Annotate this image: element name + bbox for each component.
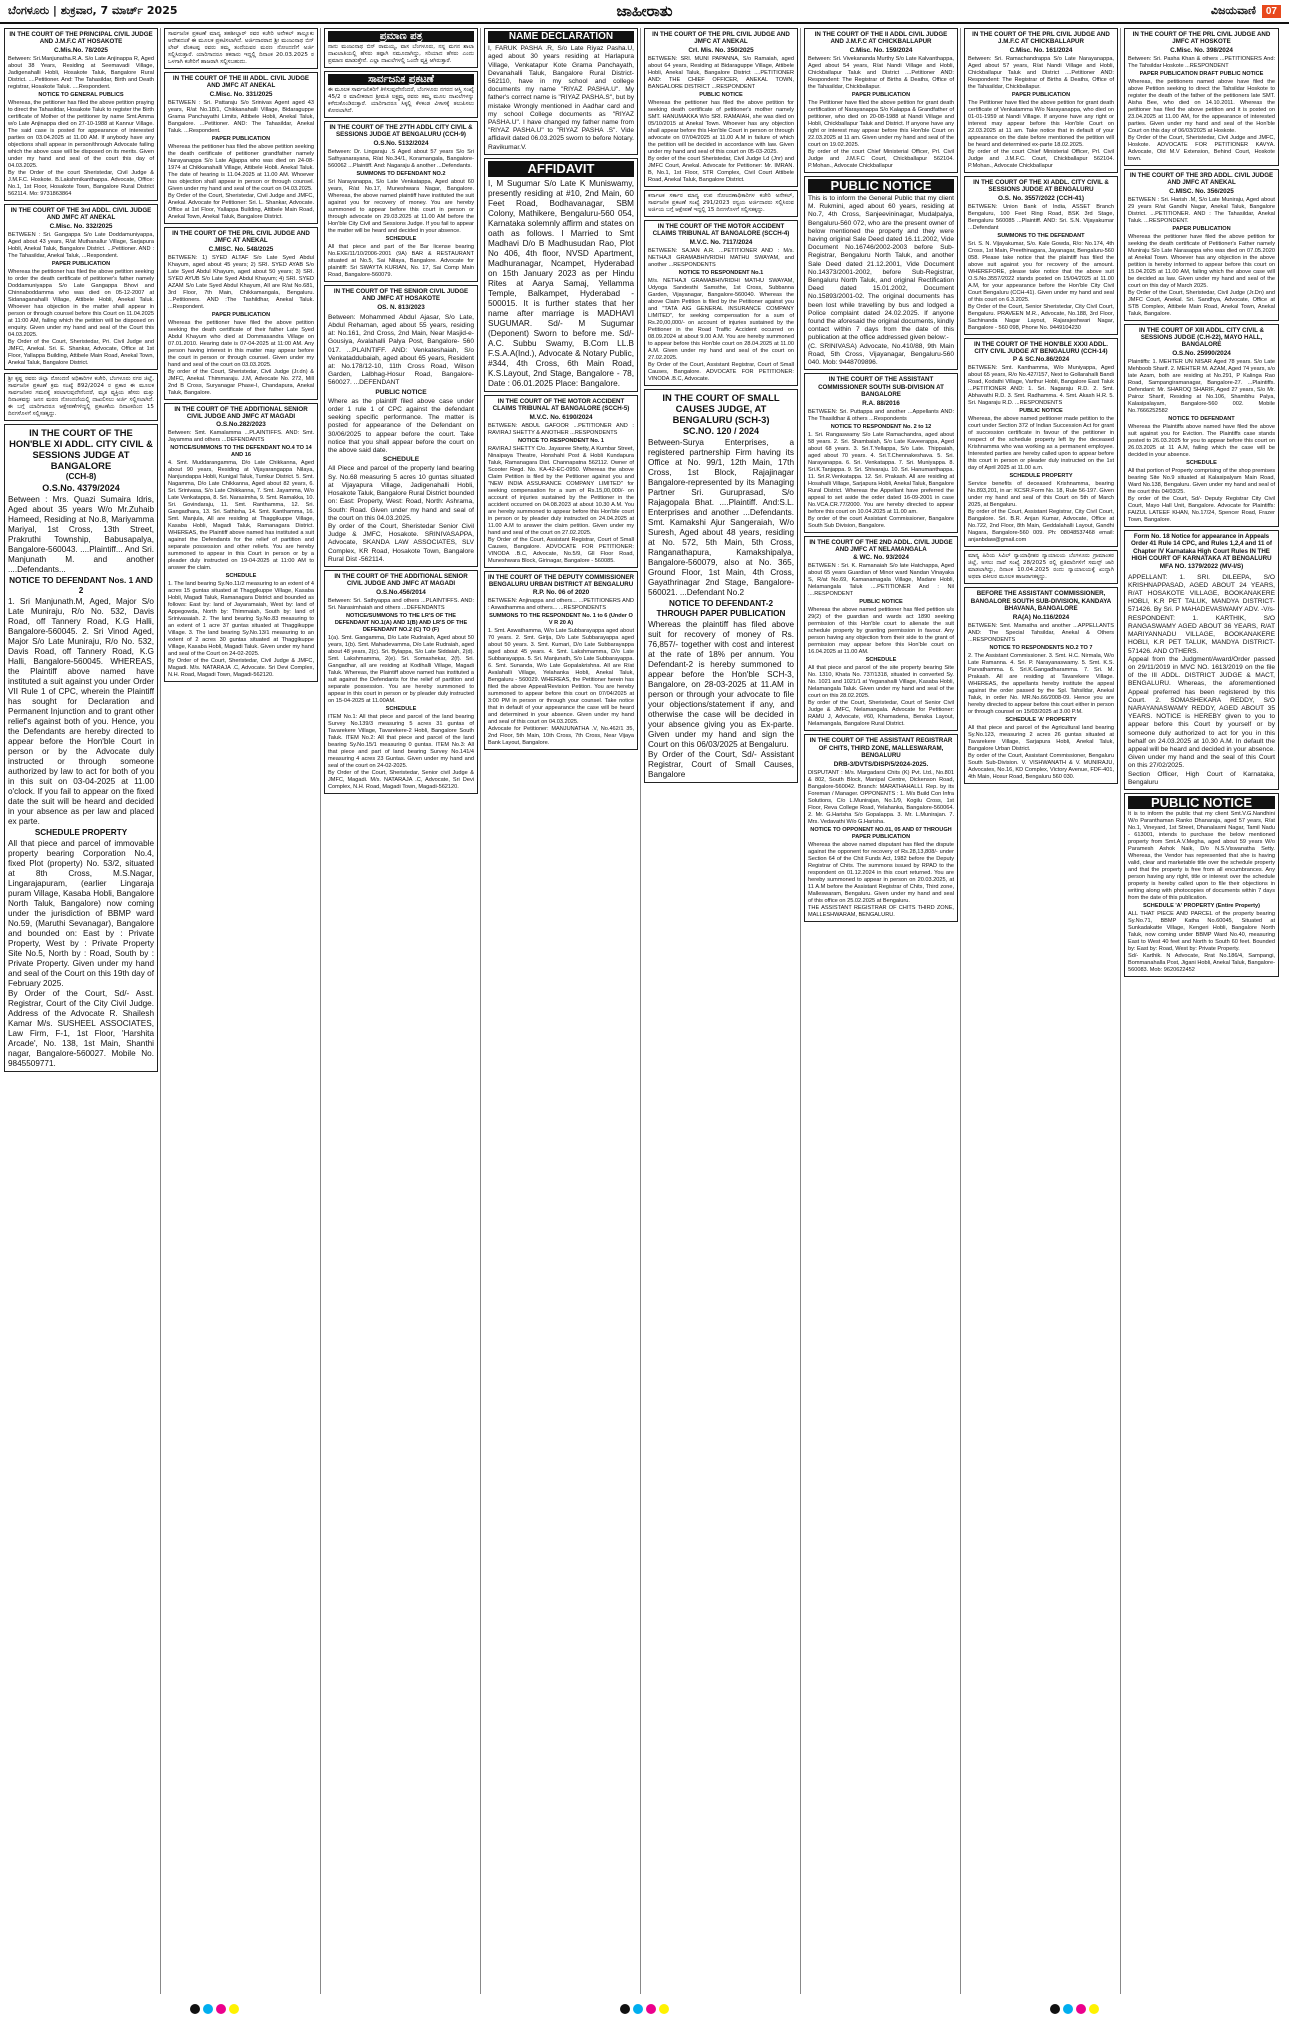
notice-court: IN THE COURT OF THE PRL CIVIL JUDGE AND JMFC AT HOSKOTE xyxy=(1132,31,1271,46)
kannada-title: ಪ್ರಮಾಣ ಪತ್ರ xyxy=(328,31,474,42)
public-notice-signature: (C. SRINIVASA) Advocate, No.410/88, 9th Main Road, 5th Cross, Vijayanagar, Bengaluru-560 040. Mob: 9448709896. xyxy=(808,342,954,367)
kannada-notice-body: ಕರ್ನಾಟಕ ಸರ್ಕಾರ ಮಾನ್ಯ ಉಪ ನೋಂದಣಾಧಿಕಾರಿಗಳ ಕಚೇರಿ ಅನೇಕಲ್, ಸಾರ್ವಜನಿಕ ಪ್ರಕಟಣೆ ಸಂಖ್ಯೆ 291/2023 ರನ್ವಯ ಅರ್ಜಿದಾರರು ಸಲ್ಲಿಸಿರುವ ಅರ್ಜಿಯ ಬಗ್ಗೆ ಆಕ್ಷೇಪಣೆ ಇದ್ದಲ್ಲಿ 15 ದಿನಗಳೊಳಗೆ ಸಲ್ಲಿಸತಕ್ಕದ್ದು. xyxy=(648,192,794,213)
notice-parties: BETWEEN: SRI. MUNI PAPANNA, S/o Ramaiah, aged about 64 years, Residing at Bidaraguppe Village, Attibele Hobli, Anekal Taluk, Bangalore District ....PETITIONER AND: THE CHIEF OFFICER, ANEKAL TOWN, BANGALORE DISTRICT ...RESPONDENT xyxy=(648,55,794,90)
notice-signature: By Order of the Court, Assistant Registrar, Court of Small Causes, Bangalore. ADVOCATE FOR PETITIONER: VINODA .B.C, Advocate, No.5/9, Gll Floor Road, Muneshwara Block, Girinagar, Bangalore - 560085. xyxy=(488,536,634,564)
notice-parties: BETWEEN: Smt. Mamatha and another ...APPELLANTS AND: The Special Tahsildar, Anekal & Others ...RESPONDENTS xyxy=(968,622,1114,643)
legal-notice xyxy=(484,571,638,751)
legal-notice-large xyxy=(644,389,798,783)
notice-heading: NOTICE TO DEFENDANT xyxy=(1168,415,1235,422)
notice-body: Whereas, the above named petitioner made petition to the court under Section 372 of Indian Succession Act for grant of succession certificate in favour of the petitioner in respect of the schedule property left by the deceased Krishnamma who was working as a permanent employee. Interested parties are hereby called upon to appear before this court in person or pleader duly instructed on the 1st day of April 2025 at 11.00 a.m. xyxy=(968,416,1114,472)
notice-signature: By order of the Court, Sd/- Deputy Registrar City Civil Court, Mayo Hall Unit, Bangalore. Advocate for Plaintiffs: FAIZUL LATEEF KHAN, No.17/24, Spencer Road, Frazer Town, Bangalore. xyxy=(1128,495,1275,523)
notice-signature: By Order of the Court, Sheristedar, Civil Judge and JMFC, Anekal. Advocate for Petitioner: Sri. L. Shankar, Advocate. Office at 1st Floor, Yallappa Building, Attibele Main Road, Anekal Town, Anekal Taluk, Bangalore District. xyxy=(168,192,314,220)
notice-signature: By order of the Court, Assistant Registrar, City Civil Court, Bangalore. Sri. B.R. Anjan Kumar, Advocate, Office at No.722, 2nd Floor, 8th Main, Geddalahalli Layout, Gandhi Nagara, Bangalore-560 009. Ph: 08048537468 email: anjanbdaw@gmail.com xyxy=(968,509,1114,544)
case-number: C.Misc. No. 331/2025 xyxy=(209,90,273,98)
schedule-body: ITEM No.1: All that piece and parcel of the land bearing Survey No.139/3 measuring 5 acres 31 guntas of Tavarekere Village, Tavarekere-2 Hobli, Bangalore South Taluk. ITEM No.2: All that piece and parcel of the land bearing Sy.No.15/1 measuring 0 guntas. ITEM No.3: All that piece and part of land bearing Survey No.141/4 measuring 4 acres 23 Guntas. Given under my hand and seal of the court on 24-02-2025. xyxy=(328,713,474,769)
registration-dot xyxy=(659,2004,669,2014)
schedule-body: All Piece and parcel of the property land bearing Sy. No.68 measuring 5 acres 10 guntas situated at Vijayapura Village, Jadigenahalli Hobli, Hosakote Taluk, Bangalore Rural District bounded on: East: Property, West: Road, North: Ashrama, South: Road. Given under my hand and seal of the court on this 04.03.2025. xyxy=(328,465,474,522)
legal-notice xyxy=(644,28,798,187)
notice-body: The Petitioner have filed the above petition for grant death certification of Narayanappa S/o Kalappa & Grandfather of petitioner, who died on 20-08-1988 at Nandi Village and Hobli, Chickballapur Taluk and District. If anyone have any right or interest may appear before this Hon'ble Court on 22.03.2025 at 11 am. Given under my hand and seal of the court on 19.02.2025. xyxy=(808,99,954,148)
name-declaration xyxy=(484,28,638,155)
case-number: M.V.C. No. 6190/2024 xyxy=(529,413,593,421)
notice-heading: PUBLIC NOTICE xyxy=(375,388,427,396)
notice-court: IN THE COURT OF THE 2ND ADDL. CIVIL JUDGE AND JMFC AT NELAMANGALA xyxy=(809,538,953,553)
case-number: C.MISC. No. 356/2025 xyxy=(1169,187,1234,195)
notice-court: IN THE COURT OF THE ASSISTANT REGISTRAR OF CHITS, THIRD ZONE, MALLESWARAM, BENGALURU xyxy=(809,737,953,760)
notice-body: 1. Sri. Rangaswamy S/o Late Ramachandra, aged about 58 years. 2. Sri. Shambaiah, S/o Late Kaveerappa, Aged about 68 years. 3. Sri.T.Yellappa, S/o Late. Thippaiah, aged about 70 years. 4. Sri.T.Chennakeshava. 5. Sri. Narayanappa. 6. Sri. Venkatappa. 7. Sri. Muniyappa. 8. Sri.K.Tanjappa. 9. Sri. Shivaraju. 10. Sri. Hanumanthappa. 11. Sri.R.Venkatappa. 12. Sri. Prakash. All are residing at Hosahalli Village, Sarjapura Hobli, Anekal Taluk, Bangalore Rural District. Whereas the Appellant have preferred the appeal to set aside the order dated 16-09-2001 in case No.VCA.CR.77/2000. You are hereby directed to appear before this court on 10.04.2025 at 11.00 am. xyxy=(808,431,954,515)
legal-notice xyxy=(804,536,958,732)
affidavit-title: AFFIDAVIT xyxy=(488,161,634,177)
schedule-heading: SCHEDULE xyxy=(1186,459,1217,466)
legal-notice xyxy=(324,285,478,567)
registration-dot xyxy=(1076,2004,1086,2014)
kannada-body: ನಾನು ಮಂಜುನಾಥ ಬಿನ್ ರಾಮಯ್ಯ, ವಾಸ ಬೆಂಗಳೂರು, ನನ್ನ ಮಗನ ಶಾಲಾ ದಾಖಲಾತಿಯಲ್ಲಿ ಹೆಸರು ತಪ್ಪಾಗಿ ನಮೂದಾಗಿದ್ದು, ಸರಿಯಾದ ಹೆಸರು ಎಂದು ಪ್ರಮಾಣ ಮಾಡುತ್ತೇನೆ. ಎಲ್ಲಾ ದಾಖಲೆಗಳಲ್ಲಿ ಒಂದೇ ವ್ಯಕ್ತಿ ಆಗಿರುತ್ತಾರೆ. xyxy=(328,44,474,64)
masthead-brand xyxy=(861,4,1281,18)
legal-notice xyxy=(1124,169,1279,321)
schedule-body: All that piece and part of the Bar license bearing No.EXE/11/10/2006-2001 (9A) BAR & RESTAURANT situated at No.5, Sai Nilaya, Bangalore. Advocate for plaintiff: Sri SWAYTA KURIAN, No. 17, Sai Comp Main Road, Bangalore-560079. xyxy=(328,243,474,278)
schedule-heading: SCHEDULE PROPERTY xyxy=(34,827,128,837)
schedule-body: All that piece and parcel of the Agricultural land bearing Sy.No.123, measuring 2 acres 26 guntas situated at Tavarekere Village, Sarjapura Hobli, Anekal Taluk, Bangalore Urban District. xyxy=(968,724,1114,752)
notice-parties: BETWEEN: Anjinappa and others... ...PETITIONERS AND : Aswathamma and others... ...RESPONDENTS xyxy=(488,598,634,612)
column-2 xyxy=(164,28,321,1994)
legal-notice xyxy=(324,121,478,282)
notice-court: IN THE COURT OF THE PRL CIVIL JUDGE AND JMFC AT ANEKAL xyxy=(652,31,790,46)
court-hall: (CCH-8) xyxy=(65,471,97,481)
notice-parties: BETWEEN : Sri. Pattaraju S/o Srinivas Agent aged 43 years, R/at No.18/1, Chikkanahalli Village, Bidaraguppe Grama Panchayathi Limits, Attibele Hobli, Anekal Taluk, Bangalore. ...Petitioner. AND: The Tahasildar, Anekal Taluk. ...Respondent. xyxy=(168,99,314,134)
notice-body: Whereas the plaintiff has filed above suit for recovery of money of Rs. 76,857/- together with cost and interest at the rate of 18% per annum. You Defendant-2 is hereby summoned to appear before the Hon'ble SCH-3, Bangalore, on 28-03-2025 at 11.AM in person or through your advocate to file your objections/statement if any, and otherwise the case will be decided in your absence giving you as Ex-parte. Given under my hand and sign the Court on this 06/03/2025 at Bengaluru. xyxy=(648,619,794,749)
notice-court: IN THE COURT OF THE HON'BLE XI ADDL. CITY CIVIL & SESSIONS JUDGE AT BANGALORE xyxy=(9,426,153,471)
case-number: C.Misc. No. 159/2024 xyxy=(849,46,913,54)
notice-body: Whereas the above named disputant has filed the dispute against the opponent for recovery of Rs.28,13,808/- under Section 64 of the Chit Funds Act, 1982 before the Deputy Registrar of Chits. The summons issued by RPAD to the respondent on 01.12.2024 in this court returned. You are hereby summoned to appear in person on 20.03.2025, at 11 A.M before the Assistant Registrar of Chits, Third zone, Malleswaram, Bengaluru. Given under my hand and seal of this office on 25.02.2025 at Bengaluru. xyxy=(808,841,954,904)
schedule-heading: SCHEDULE xyxy=(385,235,417,242)
notice-signature: By the Order of the court Sheristedar, Civil Judge & J.M.F.C. Hoskote. B.Lakshmikanthappa. Advocate, Office: No.1, 1st Floor, Hosakote Town, Bangalore Rural District 562114. Mo: 9731863864 xyxy=(8,169,154,197)
declaration-title: NAME DECLARATION xyxy=(488,31,634,43)
kannada-notice-body: ಮಾನ್ಯ ಹಿರಿಯ ಸಿವಿಲ್ ನ್ಯಾಯಾಧೀಶರ ನ್ಯಾಯಾಲಯ ಬೆಂಗಳೂರು ಗ್ರಾಮಾಂತರ ಜಿಲ್ಲೆ, ಅಸಲು ದಾವೆ ಸಂಖ್ಯೆ 28/2025 ರಲ್ಲಿ ಪ್ರತಿವಾದಿಗಳಿಗೆ ಸಮನ್ಸ್ ಜಾರಿ ಮಾಡಲಾಗಿದ್ದು, ದಿನಾಂಕ 10.04.2025 ರಂದು ನ್ಯಾಯಾಲಯಕ್ಕೆ ಖುದ್ದಾಗಿ ಅಥವಾ ವಕೀಲರ ಮೂಲಕ ಹಾಜರಾಗತಕ್ಕದ್ದು. xyxy=(968,553,1114,581)
color-registration-right xyxy=(1050,2004,1099,2014)
notice-heading: PUBLIC NOTICE xyxy=(859,599,903,606)
kannada-title: ಸಾರ್ವಜನಿಕ ಪ್ರಕಟಣೆ xyxy=(328,74,474,85)
case-number: O.S.No.282/2023 xyxy=(216,421,266,429)
notice-parties: BETWEEN : Sri. Gangappa S/o Late Doddamuniyappa, Aged about 43 years, R/at Muthanallur Village, Sarjapura Hobli, Anekal Taluk, Bangalore District. ...Petitioner. AND : The Tahasildar, Anekal Taluk, ...Respondent. xyxy=(8,231,154,259)
legal-notice xyxy=(804,28,958,173)
notice-parties: BETWEEN: Smt. Kanthamma, W/o Muniyappa, Aged about 65 years, R/o No.427/157, Next to Gollarahalli Bandi Road, Kodathi Village, Varthur Hobli, Bangalore East Taluk ...PETITIONER AND: 1. Sri. Nagaraju R.D. 2. Smt. Abhavathi R.D. 3. Smt. Radhamma. 4. Smt. Akash H.R. 5. Sri. Nagaraju R.D. ...RESPONDENTS xyxy=(968,365,1114,407)
notice-heading: SUMMONS TO THE DEFENDANT xyxy=(997,232,1085,239)
notice-signature: Section Officer, High Court of Karnataka, Bengaluru xyxy=(1128,770,1275,786)
schedule-heading: SCHEDULE PROPERTY xyxy=(1009,473,1073,480)
registration-dot xyxy=(203,2004,213,2014)
notice-court: IN THE COURT OF THE MOTOR ACCIDENT CLAIMS TRIBUNAL AT BANGALORE (SCCH-5) xyxy=(492,397,630,413)
registration-dot xyxy=(1063,2004,1073,2014)
case-number: DRB-3/DVTS/DISP/5/2024-2025. xyxy=(833,760,929,768)
notice-parties: Between: Smt. Kamalamma ...PLAINTIFFS. AND: Smt. Jayamma and others ...DEFENDANTS xyxy=(168,430,314,444)
legal-notice xyxy=(164,403,318,683)
notice-parties: Between : Mrs. Quazi Sumaira Idris, Aged about 35 years W/o Mr.Zuhaib Hameed, Residing at No.8, Mariyamma Mariyal, 1st Cross, 13th Street, Prakruthi Township, Babusapalya, Bangalore-560043. ....Plaintiff... And Sri. Manjunath M. and another ....Defendants... xyxy=(8,494,154,574)
case-number: C.Misc. No. 161/2024 xyxy=(1009,46,1073,54)
notice-heading: SUMMONS TO DEFENDANT NO.2 xyxy=(356,170,446,177)
registration-dot xyxy=(633,2004,643,2014)
notice-signature: By order of the court Sheristedar, Civil Judge Ld (Jnr) and JMFC Court, Anekal. Advocate for Petitioner: Mr. IMRAN. B, No.1, 1st Floor, STR Complex, Civil Court Attibele Road, Anekal Taluk, Bangalore District. xyxy=(648,155,794,183)
notice-parties: BETWEEN: Sri. Puttappa and another ...Appellants AND: The Thasildhar & others ...Respondents xyxy=(808,408,954,422)
masthead-paper-name: ವಿಜಯವಾಣಿ xyxy=(1210,4,1256,17)
color-registration-left xyxy=(190,2004,239,2014)
schedule-body: ALL THAT PIECE AND PARCEL of the property bearing Sy.No.71, BBMP Katha No.60045, Situated at Sunkadakatte Village, Kengeri Hobli, Bangalore North Taluk, now coming under BBMP Ward No.40, measuring East to West 40 feet and North to South 60 feet. Bounded by: East by: Road, West by: Private Property. xyxy=(1128,910,1275,952)
column-3 xyxy=(324,28,481,1994)
notice-body: Whereas the petitioner have filed the above petition seeking the death certificate of their father Late Syed Abdul Khayum who died at Dommasandra Village on 07.01.2010. Hearing date is 07-04-2025 at 11:00 AM. Any person having interest in this matter may appear before the court in person or through counsel. Given under my hand and seal of the court on 03.03.2025. xyxy=(168,319,314,368)
case-number: O.S. No. 3557/2022 (CCH-41) xyxy=(998,194,1084,202)
case-number: O.S.No. 4379/2024 xyxy=(42,482,120,493)
schedule-heading: SCHEDULE xyxy=(382,456,420,464)
notice-body: Whereas the petitioner has filed the above petition seeking to order the death certificate of petitioner's father namely Doddamuniyappa S/o Late Gangappa Bhovi and Chinnaboddamma who was died on 05-12-2007 at Sidanaganahalli Village, Attibele Hobli, Anekal Taluk. Whoever has objection in the matter shall appear in person or through counsel before this Court on 11.04.2025 at 11:00 AM, failing which the petition will be disposed on enquiry. Given under my hand and seal of the Court this 04.03.2025. xyxy=(8,268,154,338)
declaration-body: I, FARUK PASHA .R, S/o Late Riyaz Pasha.U, aged about 30 years residing at Harlapura Village, Venkatapur Kote Grama Panchayath, Devanahalli Taluk, Bangalore Rural District-562110, have in my school and college documents my name "RIYAZ PASHA.U". My father's correct name is "RIYAZ PASHA.S", but by mistake Wrongly mentioned in Aadhar card and my school College documents as "RIYAZ PASHA.U". I have changed my father name from "RIYAZ PASHA.U" to "RIYAZ PASHA .S". Vide affidavit dated 06.03.2025 sworn to before Notary. Ravikumar.V. xyxy=(488,45,634,151)
notice-signature: By Order of the Court, Sd/- Asst. Registrar, Court of the City Civil Judge. Address of the Advocate R. Shailesh Kamar M/s. SUSHEEL ASSOCIATES, Law Firm, F-1, 1st Floor, 'Harshita Arcade', No. 138, 1st Main, Shanthi nagar, Bangalore-560027. Mobile No. 9845509771. xyxy=(8,988,154,1068)
notice-parties: Between: Mohammed Abdul Ajasar, S/o Late, Abdul Rehaman, aged about 55 years, residing at: No.161, 2nd Cross, 2nd Main, Near Masjid-e-Gousiya, Avalahalli Palya Post, Bangalore- 560 017. ...PLAINTIFF. AND: Venkateshaiah, S/o Venkataddubaiah, aged about 65 years, Resident at: No.178/12-10, 11th Cross Road, Wilson Garden, Lalbhag-Hosur Road, Bangalore- 560027. ...DEFENDANT xyxy=(328,313,474,387)
masthead xyxy=(0,0,1289,24)
kannada-body: ಈ ಮೂಲಕ ಸಾರ್ವಜನಿಕರಿಗೆ ತಿಳಿಸುವುದೇನೆಂದರೆ, ಬೆಂಗಳೂರು ನಗರದ ಆಸ್ತಿ ಸಂಖ್ಯೆ 45/2 ರ ಮಾಲೀಕರಾದ ಶ್ರೀಮತಿ ಲಕ್ಷ್ಮಮ್ಮ ರವರು ತಮ್ಮ ಮೂಲ ದಾಖಲೆಗಳನ್ನು ಕಳೆದುಕೊಂಡಿರುತ್ತಾರೆ. ಯಾರಿಗಾದರೂ ಸಿಕ್ಕಲ್ಲಿ ಕೆಳಕಂಡ ವಿಳಾಸಕ್ಕೆ ತಲುಪಿಸಲು ಕೋರಲಾಗಿದೆ. xyxy=(328,87,474,114)
classifieds-columns xyxy=(4,28,1285,1994)
notice-body: Sri. S. N. Vijayakumar, S/o. Kale Gowda, R/o: No.174, 4th Cross, 1st Main, Preethinagara, Jayanagar, Bengaluru-560 058. Please take notice that the plaintiff has filed the above suit against you for recovery of the amount. WHEREFORE, please take notice that the above suit O.S.No.3557/2022 stands posted on 15/04/2025 at 11.00 A.M, for your appearance before the Hon'ble City Civil Court Bengaluru (CCH-41). Given under my hand and seal of this court on 6.3.2025. xyxy=(968,240,1114,303)
high-court-notice xyxy=(1124,530,1279,790)
case-number: P & SC.No.86/2024 xyxy=(1012,356,1070,364)
notice-heading: NOTICE TO RESPONDENT No.1 xyxy=(678,269,764,276)
notice-heading: NOTICE TO DEFENDANT-2 THROUGH PAPER PUBLICATION xyxy=(656,598,786,618)
notice-signature: By order of the Court, Sheristedar, Civil Judge (Jr.dn) & JMFC, Anekal. Thimmaraju. J.M, Advocate No. 272, Mill 2nd B Cross, Suryanagar Phase-I, Chandapura, Anekal Taluk, Bangalore. xyxy=(168,368,314,396)
notice-signature: By Order of the Court, Senior Sheristedar, City Civil Court, Bengaluru. PRAVEEN M.R., Advocate, No.188, 3rd Floor, Sachinanda Nagar Layout, Rajarajeshwari Nagar, Bangalore - 560 098, Phone No. 9449104230 xyxy=(968,303,1114,331)
legal-notice xyxy=(484,395,638,568)
notice-signature: By Order of the Court, Sheristedar, Senior civil Judge & JMFC, Magadi. M/s. NATARAJA .C, Advocate, Sri Devi Complex, N.H. Road, Magadi Town, Magadi-562120. xyxy=(328,769,474,790)
notice-parties: Between: Dr. Lingaraju .S Aged about 57 years S/o Sri Sathyanarayana, R/at No.34/1, Koramangala, Bangalore-560062 ...Plaintiff. And: Nagaraju & another ...Defendants. xyxy=(328,148,474,169)
notice-court: IN THE COURT OF THE SENIOR CIVIL JUDGE AND JMFC AT HOSAKOTE xyxy=(333,287,469,303)
notice-parties: Between-Surya Enterprises, a registered partnership Firm having its Office at No. 99/1, 12th Main, 17th Cross, 1st Block, Rajajinagar Bangalore-represented by its Managing Partner Sri. Guruprasad, S/o Rajagopala Bhat. ....Plaintiff. And:S.L. Enterprises and another ...Defendants. Smt. Kamakshi Ajur Sangeraiah, W/o Suresh, Aged about 48 years, residing at No. 572, 5th Main, 5th Cross, Ranganathapura, Kamakshipalya, Bangalore-560079, also at No. 365, Ground Floor, 1st Main, 4th Cross, Gayathrinagar 2nd Stage, Bangalore-560021. ...Defendant No.2 xyxy=(648,437,794,597)
notice-signature: By order of the court Chief Ministerial Officer, Prl. Civil Judge and J.M.F.C Court, Chickballapur 562104. P.Mohan., Advocate Chickballapur xyxy=(808,148,954,169)
notice-body: 2. The Assistant Commissioner. 3. Smt. H.C. Nirmala, W/o Late Ramanna. 4. Sri. P. Narayanaswamy. 5. Smt. K.S. Parvathamma. 6. Sri.K.Gangadharamma. 7. Sri. M. Prakash. All are residing at Tavarekere Village. WHEREAS, the appellants hereby institute the appeal against the order passed by the Spl. Tahsildar, Anekal Taluk, in order No. MR.No.66/2008-09. Hence you are hereby directed to appear before this court either in person or through counsel on 15/03/2025 at 3.00 P.M. xyxy=(968,652,1114,715)
legal-notice xyxy=(804,373,958,532)
notice-court: IN THE COURT OF XIII ADDL. CITY CIVIL & SESSIONS JUDGE (C.H-22), MAYO HALL, BANGALORE xyxy=(1138,326,1264,349)
notice-court: IN THE COURT OF THE PRINCIPAL CIVIL JUDGE AND J.M.F.C AT HOSAKOTE xyxy=(9,31,153,46)
notice-body: Where as the plaintiff filed above case under order 1 rule 1 of CPC against the defendant seeking specific performance. The matter is posted for appearance of the Defendant on 30/06/2025 to appear before the court. Take notice that you shall appear before the court on the above said date. xyxy=(328,397,474,455)
notice-parties: Between: Sri. Sathyappa and others ...PLAINTIFFS. AND: Sri. Narasimhaiah and others ...DEFENDANTS xyxy=(328,597,474,611)
notice-heading: NOTICE TO GENERAL PUBLICS xyxy=(38,91,124,98)
notice-parties: Between: Sri. Pasha Khan & others ...PETITIONERS And: The Tahsildar Hoskote ...RESPONDENT xyxy=(1128,55,1275,69)
notice-court: IN THE COURT OF THE II ADDL CIVIL JUDGE AND J.M.F.C AT CHICKBALLAPUR xyxy=(814,31,948,46)
schedule-heading: SCHEDULE xyxy=(225,573,257,580)
legal-notice xyxy=(324,570,478,794)
column-1 xyxy=(4,28,161,1994)
notice-court: BEFORE THE ASSISTANT COMMISSIONER, BANGALORE SOUTH SUB-DIVISION, KANDAYA BHAVANA, BANGALORE xyxy=(970,590,1112,613)
schedule-body: All that portion of Property comprising of the shop premises bearing Site No.9 situated at Kalasipalyam Main Road, Ward No.138, Bengaluru. Given under my hand and seal of the court this 04/03/25. xyxy=(1128,467,1275,495)
notice-court: IN THE COURT OF SMALL CAUSES JUDGE, AT BENGALURU (SCH-3) xyxy=(662,391,780,425)
case-number: & WC. No. 93/2024 xyxy=(853,554,909,562)
page-number-badge: 07 xyxy=(1262,5,1281,18)
case-number: O.S.No. 25990/2024 xyxy=(1172,349,1231,357)
column-4 xyxy=(484,28,641,1994)
legal-notice-large xyxy=(4,424,158,1072)
notice-parties: BETWEEN : Sri. Harish .M, S/o Late Muniraju, Aged about 29 years R/at Gandhi Nagar, Anekal Taluk, Bangalore District. ...PETITIONER. AND : The Tahasildar, Anekal Taluk. ...RESPONDENT. xyxy=(1128,196,1275,224)
notice-body: 1. Sri Manjunath.M, Aged, Major S/o Late Muniraju, R/o No. 532, Davis Road, off Tannery Road, K.G Halli, Bangalore-560045. 2. Sri Vinod Aged, Major S/o Late Muniraju, R/o No. 532, Davis Road, off Tannery Road, K.G Halli, Bangalore-560045. WHEREAS, the Plaintiff above named have instituted a suit against you under Order VII Rule 1 of CPC, wherein the Plaintiff has sought for Declaration and Permanent Injunction and to grant other relief's against both of you. Hence, you the Defendants are hereby directed to appear before the Hon'ble Court in person or by the Advocate duly instructed or through someone authorized by law to act for both of you in this suit on 03-04-2025 at 11.00 o'clock. If you fail to appear on the fixed date the suit will be heard and decided in your absence as per law and placed ex parte. xyxy=(8,596,154,826)
notice-court: IN THE COURT OF THE 3RD ADDL. CIVIL JUDGE AND JMFC AT ANEKAL xyxy=(1129,171,1274,187)
notice-heading: NOTICE TO RESPONDENT No. 1 xyxy=(518,437,604,444)
legal-notice xyxy=(644,220,798,386)
registration-dot xyxy=(229,2004,239,2014)
registration-dot xyxy=(190,2004,200,2014)
schedule-heading: SCHEDULE xyxy=(385,705,417,712)
notice-heading: PAPER PUBLICATION xyxy=(211,135,271,142)
notice-signature: By order of the Court, Assistant Commissioner, Bengaluru South Sub-Division. V. VISHWANATH & V. MUNIRAJU, Advocates, No.16, KD Complex, Victory Avenue, FDF-401, 4th Main, Hosur Road, Bengaluru 560 030. xyxy=(968,752,1114,780)
kannada-notice xyxy=(164,28,318,69)
legal-notice xyxy=(964,587,1118,783)
notice-body: Whereas, the petitioner has filed the above petition praying to direct the Tahasildar, Hosakote Taluk to register the Birth certificate of Mother of the petitioner by name Smt.Amma w/o Late Anjinappa died on 27-10-1988 at Kannur Village. The said case is posted for appearance of interested parties on 03.04.2025 at 11.00 AM. If anybody have any objections shall appear in person/through Advocate failing which the above case will be disposed on its merits. Given under my hand and seal of the court this day of 04.03.2025. xyxy=(8,99,154,169)
color-registration-center xyxy=(620,2004,669,2014)
public-notice-body: It is to inform the public that my client Smt.V.G.Nandhini W/o Paranthaman Ranko Dhanaraja, aged 57 years, R/at No.1, Vineyard, 1st Street, Dhanalaxmi Nagar, Tamil Nadu - 613001, intends to purchase the below mentioned property from Smt.A.V.Megha, aged about 59 years W/o Paramesh Ashok Naik, D/o N.S.Viswanatha Setty. Whereas, the Vendor has represented that she is having valid, clear and marketable title over the schedule property and that the property is free from all encumbrances. Any person having any right, title or interest over the schedule property is hereby called upon to file their objections in writing along with photocopies of documents within 7 days from the date of this publication. xyxy=(1128,810,1275,901)
kannada-notice xyxy=(644,190,798,217)
notice-body: Whereas the above named petitioner has filed petition u/s 29(2) of the guardian and wards act 1890 seeking permission of this Hon'ble court to alienate the suit schedule property by granting permission in favour. Any person having any objection from their side to the grant of permission may appear before this Hon'ble court on 16.04.2025 at 11.00 AM. xyxy=(808,607,954,656)
kannada-public-notice xyxy=(324,71,478,118)
case-number: C.MISC. No. 548/2025 xyxy=(208,245,274,253)
case-number: Crl. Mis. No. 350/2025 xyxy=(688,46,754,54)
legal-notice xyxy=(964,176,1118,335)
schedule-body: All that piece and parcel of the site property bearing Site No. 1310, Khata No. 737/1318, situated in converted Sy. No. 1021 and 1021/1 at Yeganahalli Village, Kasaba Hobli, Nelamangala Taluk. Given under my hand and seal of the court on this 28.02.2025. xyxy=(808,665,954,700)
notice-court: IN THE COURT OF THE 27TH ADDL CITY CIVIL & SESSIONS JUDGE AT BENGALURU (CCH-9) xyxy=(329,124,473,139)
notice-heading: PAPER PUBLICATION DRAFT PUBLIC NOTICE xyxy=(1139,70,1264,77)
notice-heading: PUBLIC NOTICE xyxy=(1019,408,1063,415)
notice-signature: Advocate for Petitioner: MANJUNATHA .V, No.462/1 35, 2nd Floor, 5th Main, 10th Cross, 7th Cross, Near Vijaya Bank Layout, Bangalore. xyxy=(488,726,634,747)
notice-court: IN THE COURT OF THE III ADDL. CIVIL JUDGE AND JMFC AT ANEKAL xyxy=(172,75,310,90)
schedule-body: 1. The land bearing Sy.No.11/2 measuring to an extent of 4 acres 15 guntas situated at Thaggikuppe Village, Kasaba Hobli, Magadi Taluk, Ramanagara District and bounded as follows: East by: land of Jayaramaiah, West by: land of Appegowda, North by: Thimmaiah, South by: land of Srinivasaiah. 2. The land bearing Sy.No.83 measuring to an extent of 1 acre 37 guntas situated at Thaggikuppe Village. 3. The land bearing Sy.No.13/1 measuring to an extent of 2 acres 30 guntas situated at Thaggikuppe Village, Kasaba Hobli, Magadi Taluk. Given under my hand and seal of the Court on 24-02-2025. xyxy=(168,581,314,658)
case-number: C.Mis.No. 78/2025 xyxy=(54,46,108,54)
notice-court: IN THE COURT OF THE 3rd ADDL. CIVIL JUDGE AND JMFC AT ANEKAL xyxy=(10,206,152,222)
notice-parties: BETWEEN: Union Bank of India, ASSET Branch Bengaluru, 100 Feet Ring Road, BSK 3rd Stage, Bengaluru 560085 ...Plaintiff. AND: Sri. S.N. Vijayakumar ...Defendant xyxy=(968,203,1114,231)
case-number: M.V.C. No. 7117/2024 xyxy=(689,238,753,246)
notice-body: 1. Smt. Aswathamma, W/o Late Subbarayappa aged about 70 years. 2. Smt. Girija, D/o Late Subbarayappa aged about 50 years. 3. Smt. Kumari, D/o Late Subbarayappa aged about 45 years. 4. Smt. Lakshmamma, D/o Late Subbarayappa. 5. Sri. Manjunath, S/o Late Subbarayappa. 6. Smt. Sunanda, W/o Late Gopalakrishna. All are R/at Avalahalli Village, Yelahanka Hobli, Anekal Taluk, Bengaluru - 560029. WHEREAS, the Petitioner herein has filed the above Appeal/Revision Petition. You are hereby summoned to appear before this court on 07/04/2025 at 3:00 PM in person or through your counsel. Take notice that in default of your appearance the case will be heard and determined in your absence. Given under my hand and seal of this court on 04.03.2025. xyxy=(488,628,634,726)
notice-body: Appeal from the Judgment/Award/Order passed on 29/11/2019 in MVC NO. 1613/2019 on the file of the III ADDL. DISTRICT JUDGE & MACT, BENGALURU. Whereas, the aforementioned Appeal preferred has been registered by this Court. 2. SOMASHEKARA REDDY, S/O NARAYANASWAMY REDDY, AGED ABOUT 35 YEARS. NOTICE is HEREBY given to you to appear before this Court by yourself or by someone duly authorized to act for you in this behalf on 24.03.2025 at 10.30 A.M. In default the appeal will be heard and decided in your absence. Given under my hand and the seal of this Court on this 27/02/2025. xyxy=(1128,655,1275,770)
notice-heading: NOTICE/SUMMONS TO THE LR'S OF THE DEFENDANT NO.1(A) AND 1(B) AND LR'S OF THE DEFENDANT NO.2 (C) TO (F) xyxy=(334,612,468,633)
notice-heading: PAPER PUBLICATION xyxy=(211,311,271,318)
notice-court: IN THE COURT OF THE HON'BLE XXXI ADDL. CITY CIVIL JUDGE AT BENGALURU (CCH-14) xyxy=(974,340,1108,356)
schedule-heading: SCHEDULE 'A' PROPERTY xyxy=(1005,716,1077,723)
notice-parties: Between: Sri. Vivekananda Murthy S/o Late Kalvanthappa, Aged about 54 years, R/at Nandi Village and Hobli, Chickballapur Taluk and District ....Petitioner AND: Respondent: The Registrar of Births & Deaths, Office of the Tahasildar, Chickballapur. xyxy=(808,55,954,90)
legal-notice xyxy=(964,28,1118,173)
public-notice xyxy=(1124,793,1279,977)
notice-body: Whereas the petitioner have filed the above petition for seeking the death certificate of Petitioner's Father namely Muniraju S/o Late Narasappa who was died on 07.05.2020 at Anekal Town. Whoever has any objection in the above petition is hereby informed to appear before this court on 15.04.2025 at 11.00 AM, failing which the above case will be decided as law. Given under my hand and seal of the court on this day of March 2025. xyxy=(1128,233,1275,289)
notice-court: IN THE COURT OF THE PRL CIVIL JUDGE AND JMFC AT ANEKAL xyxy=(172,229,310,245)
notice-body: 4. Smt. Muddarangamma, D/o Late Chikkanna, Aged about 90 years, Residing at Vijayarangappa Nilaya, Nanjundappa Hobli, Kunigal Taluk, Tumkur District. 5. Smt. Nagamma, D/o Late Chikkanna, Aged about 82 years, 6. Sri. Srinivasa, S/o Late Chikkanna, 7. Smt. Jayamma, W/o Late Venkatappa, 8. Sri. Narasimha, 9. Smt. Ramakka, 10. Sri. Govindaraju, 11. Smt. Ranthamma, 12. Sri. Gangadhara, 13. Sri. Sathisha, 14. Smt. Kanthamma, 16. Smt. Manjula, All are residing at Thaggikuppe Village, Kasaba Hobli, Magadi Taluk, Ramanagara District. WHEREAS, the Plaintiff above named has instituted a suit against the Defendants for the relief of partition and separate possession and other reliefs. You are hereby summoned to appear in this Court in person or by a pleader duly instructed on 19-04-2025 at 11:00 AM to answer the claim. xyxy=(168,460,314,572)
case-number: O.S.No. 5132/2024 xyxy=(373,139,429,147)
notice-court: IN THE COURT OF THE XI ADDL. CITY CIVIL & SESSIONS JUDGE AT BENGALURU xyxy=(973,178,1109,194)
kannada-notice-body: ಸಾರ್ವಜನಿಕ ಪ್ರಕಟಣೆ ಮಾನ್ಯ ತಹಶೀಲ್ದಾರ್ ರವರ ಕಚೇರಿ ಅನೇಕಲ್ ತಾಲ್ಲೂಕು ಆದೇಶದಂತೆ ಈ ಮೂಲಕ ಪ್ರಕಟಿಸಲಾಗಿದೆ. ಅರ್ಜಿದಾರರಾದ ಶ್ರೀ ಮಂಜುನಾಥ ಬಿನ್ ಲೇಟ್ ವೆಂಕಟಪ್ಪ ರವರು ತಮ್ಮ ತಂದೆಯವರ ಮರಣ ನೋಂದಣಿಗೆ ಅರ್ಜಿ ಸಲ್ಲಿಸಿರುತ್ತಾರೆ. ಯಾರಿಗಾದರೂ ತಕರಾರು ಇದ್ದಲ್ಲಿ ದಿನಾಂಕ 20.03.2025 ರ ಒಳಗಾಗಿ ಕಚೇರಿಗೆ ಹಾಜರಾಗಿ ಸಲ್ಲಿಸಬಹುದು. xyxy=(168,31,314,65)
notice-signature: By Order of the Court, Sheristedar, Pri. Civil Judge and JMFC, Anekal. Sri. E. Shankar, Advocate, Office at 1st Floor, Yallappa Building, Attibele Main Road, Anekal Town, Anekal Taluk, Bangalore District. xyxy=(8,338,154,366)
notice-court: IN THE COURT OF THE PRL CIVIL JUDGE AND J.M.F.C AT CHICKBALLAPUR xyxy=(972,31,1110,46)
schedule-heading: SCHEDULE xyxy=(865,657,897,664)
masthead-date: ಬೆಂಗಳೂರು | ಶುಕ್ರವಾರ, 7 ಮಾರ್ಚ್ 2025 xyxy=(8,4,178,17)
case-number: C.Misc. No. 332/2025 xyxy=(49,222,113,230)
notice-heading: NOTICE/SUMMONS TO THE DEFENDANT NO.4 TO 14 AND 16 xyxy=(170,445,312,459)
case-number: O.S.No.456/2014 xyxy=(376,588,426,596)
notice-parties: Between: Sri. Ramachandrappa S/o Late Narayanappa, Aged about 57 years, R/at Nandi Village and Hobli, Chickballapur Taluk and District ....Petitioner AND: Respondent: The Registrar of Births & Deaths, Office of the Tahasildar, Chickballapur. xyxy=(968,55,1114,90)
schedule-body: All that piece and parcel of immovable property bearing Corporation No.4, fixed Plot (property) No. 53/2, situated at 8th Cross, M.S.Nagar, Lingarajapuram, (earlier Lingaraja puram Village, Kasaba Hobli, Bangalore North Taluk, Bangalore) now coming under the jurisdiction of BBMP ward No.59, (Maruthi Sevanagar), Bangalore and bounded on: East by : Private Property, West by : Private Property Site No.5, North by : Road, South by : Private Property. Given under my hand and seal of the Court on this 19th day of February 2025. xyxy=(8,838,154,988)
notice-body: Whereas the petitioner has filed the above petition for seeking death certificate of petitioner's mother namely SMT. HANUMAKKA W/o SRI. RAMAIAH, she was died on 05/10/2015 at Anekal Town. Whoever has any objection shall appear before this Hon'ble Court in person or through advocate on 07/04/2025 at 11.00 A.M in failure of which the petition will be decided in accordance with law. Given under my hand and seal of this court on 05-03-2025. xyxy=(648,99,794,155)
notice-signature: By Order of the Court, Sd/- Assistant Registrar, Court of Small Causes, Bangalore xyxy=(648,749,794,779)
notice-heading: PAPER PUBLICATION xyxy=(1011,91,1071,98)
legal-notice xyxy=(4,204,158,370)
notice-heading: NOTICE TO DEFENDANT Nos. 1 AND 2 xyxy=(9,575,153,595)
legal-notice xyxy=(164,72,318,224)
kannada-notice xyxy=(4,373,158,421)
notice-signature: By order of the Court, Sheristedar, Court of Senior Civil Judge & JMFC, Nelamangala. Advocate for Petitioner: RAMU J, Advocate, #60, Khamadena, Benaka Layout, Nelamangala, Bangalore Rural District. xyxy=(808,700,954,728)
registration-marks xyxy=(0,1998,1289,2019)
notice-parties: BETWEEN: SAJAN A.R. ...PETITIONER AND : M/s. NETHAJI GRAMABHIVRIDHI MATHU SWAYAM, and another ...RESPONDENTS xyxy=(648,247,794,268)
notice-heading: PAPER PUBLICATION xyxy=(1172,225,1231,232)
notice-court: IN THE COURT OF THE MOTOR ACCIDENT CLAIMS TRIBUNAL AT BANGALORE (SCCH-4) xyxy=(652,222,790,238)
notice-parties: DISPUTANT : M/s. Margadarsi Chits (K) Pvt. Ltd., No.801 & 802, South Block, Manipal Centre, Dickenson Road, Bangalore-560042. Branch: MARATHAHALLI. Rep. by its Foreman / Manager. OPPONENTS : 1. M/s Build Con Infra Solutions, C/o L.Munirajan, No.1/9, Kogilu Cross, 1st Floor, Reva College Road, Yelahanka, Bangalore-560064. 2. Mr. G.Harisha S/o Gopalappa. 3. Mr. L.Munirajan. 7. Mrs. Vedavathi W/o G.Harisha. xyxy=(808,769,954,825)
notice-signature: By Order of the Court, Sheristedar, Civil Judge (Jr.Dn) and JMFC Court, Anekal. Sri. Sandhya, Advocate, Office at STB Complex, Attibele Main Road, Anekal Town, Anekal Taluk, Bangalore. xyxy=(1128,289,1275,317)
legal-notice xyxy=(964,338,1118,548)
notice-heading: SUMMONS TO THE RESPONDENT No. 1 to 6 (Under O V R 20 A) xyxy=(489,613,633,627)
notice-heading: NOTICE TO RESPONDENTS NO.2 TO 7 xyxy=(989,644,1093,651)
notice-court: Form No. 18 Notice for appearance in Appeals Order 41 Rule 14 CPC, and Rules 1,2,4 and 11 of Chapter IV Karnataka High Court Rules IN THE HIGH COURT OF KARNATAKA AT BENGALURU xyxy=(1131,532,1272,563)
column-6 xyxy=(804,28,961,1994)
notice-signature: By order of the court Chief Ministerial Officer, Prl. Civil Judge and J.M.F.C. Court, Chickballapur 562104. P.Mohan., Advocate Chickballapur xyxy=(968,148,1114,169)
public-notice xyxy=(804,176,958,370)
notice-signature: By order of the Court, Sheristedar Senior Civil Judge & JMFC, Hosakote. SRINIVASAPPA, Advocate, SKANDA LAW ASSOCIATES, SLV Complex, KR Road, Hosakote Town, Bangalore Rural Dist -562114. xyxy=(328,522,474,563)
schedule-heading: SCHEDULE 'A' PROPERTY (Entire Property) xyxy=(1143,902,1260,909)
case-number: MFA NO. 1379/2022 (MV-I/S) xyxy=(1159,563,1244,571)
kannada-certificate xyxy=(324,28,478,68)
legal-notice xyxy=(1124,28,1279,166)
notice-parties: Between: Sri.Manjunatha.R.A. S/o Late Anjinappa R, Aged about 38 Years, Residing at Seemavadi Village, Jadigenahalli Hobli, Hosakote Taluk, Bangalore Rural District. ....Petitioner. And: The Tahasildar, Birth and Death registrar, Hosakote Taluk. ....Respondent. xyxy=(8,55,154,90)
kannada-notice-body: ಶ್ರೀ ಕೃಷ್ಣ ರವರು ಜಿಲ್ಲಾ ನೋಂದಣಿ ಅಧಿಕಾರಿಗಳ ಕಚೇರಿ, ಬೆಂಗಳೂರು ನಗರ ಜಿಲ್ಲೆ, ಸಾರ್ವಜನಿಕ ಪ್ರಕಟಣೆ ಕ್ರಮ ಸಂಖ್ಯೆ 892/2024 ರ ಪ್ರಕಾರ ಈ ಮೂಲಕ ಸಾರ್ವಜನಿಕರ ಗಮನಕ್ಕೆ ತರಲಾಗುವುದೇನೆಂದರೆ, ಮೃತ ವ್ಯಕ್ತಿಯ ಹೆಸರು ಮತ್ತು ದಿನಾಂಕವನ್ನು ಜನನ ಮರಣ ನೋಂದಣಿಯಲ್ಲಿ ದಾಖಲಿಸಲು ಅರ್ಜಿ ಸಲ್ಲಿಸಲಾಗಿದೆ. ಈ ಬಗ್ಗೆ ಯಾರಿಗಾದರೂ ಆಕ್ಷೇಪಣೆಗಳಿದ್ದಲ್ಲಿ ಪ್ರಕಟಣೆಯ ದಿನಾಂಕದಿಂದ 15 ದಿನಗಳೊಳಗೆ ಸಲ್ಲಿಸತಕ್ಕದ್ದು. xyxy=(8,375,154,417)
notice-body: Whereas the petitioner has filed the above petition seeking the death certificate of petitioner grandfather namely Narayanappa S/o Late Ajjappa who was died on 24-08-1974 at Chikkanahalli Village, Attibele Hobli. Anekal Taluk. The date of hearing is 11.04.2025 at 11.00 AM. Whoever has objection shall appear in person or through counsel. Given under my hand and seal of the court on 04.03.2025. xyxy=(168,143,314,192)
case-number: R.P. No. 06 of 2020 xyxy=(532,589,590,597)
column-5 xyxy=(644,28,801,1994)
schedule-body: Service benefits of deceased Krishnamma, bearing No.893,201, in ar: KCSR.Form No. 18, Rule 56-197. Given under my hand and seal of this Court on 5th of March 2025, at Bengaluru. xyxy=(968,481,1114,509)
notice-parties: APPELLANT: 1. SRI. DILEEPA, S/O KRISHNAPPASAD, AGED ABOUT 24 YEARS, R/AT HOSAKOTE VILLAGE, BOOKANAKERE HOBLI, K.R PET TALUK, MANDYA DISTRICT-571426. By Sri. P MAHADEVASWAMY ADV. -V/s- RESPONDENT: 1. KARTHIK, S/O RANGASWAMY AGED ABOUT 36 YEARS, R/AT MARIYANNADU VILLAGE, BOOKANAKERE HOBLI, K.R PET TALUK, MANDYA DISTRICT-571426. AND OTHERS. xyxy=(1128,573,1275,655)
notice-court: IN THE COURT OF THE ASSISTANT COMMISSIONER SOUTH SUB-DIVISION AT BANGALORE xyxy=(818,376,944,399)
registration-dot xyxy=(1050,2004,1060,2014)
registration-dot xyxy=(620,2004,630,2014)
case-number: OS. N. 813/2023 xyxy=(377,303,425,311)
notice-signature: By Order of the Court, Assistant Registrar, Court of Small Causes, Bangalore. ADVOCATE FOR PETITIONER: VINODA .B.C, Advocate. xyxy=(648,361,794,382)
case-number: SC.NO. 120 / 2024 xyxy=(682,425,760,436)
notice-body: 1(a). Smt. Gangamma, D/o Late Rudraiah, Aged about 50 years, 1(b). Smt. Mahadevamma, D/o Late Rudraiah, aged about 48 years, 2(c). Sri. Bylappa, S/o Late Siddaiah, 2(d). Smt. Lakshmamma, 2(e). Sri. Somashekar, 2(f). Sri. Gangadhar, all are residing at Kodihalli Village, Magadi Taluk. Whereas, the Plaintiff above named has instituted a suit against the Defendants for the relief of partition and separate possession. You are hereby summoned to appear in this court in person or by pleader duly instructed on 15-04-2025 at 11.00AM. xyxy=(328,634,474,704)
legal-notice xyxy=(804,734,958,921)
notice-heading: PUBLIC NOTICE xyxy=(699,91,743,98)
notice-parties: BETWEEN : Sri. K. Ramanaiah S/o late Hatchappa, Aged about 65 years Guardian of Minor ward Nandan Vinayaka S, R/at No.69, Kamanamagala Village, Madare Hobli, Nelamangala Taluk ....PETITIONER And : Nil ....RESPONDENT xyxy=(808,563,954,598)
legal-notice xyxy=(4,28,158,201)
notice-body: The Petitioner have filed the above petition for grant death certificate of Venkatamma W/o Narayanappa, who died on 01-01-1959 at Nandi Village. If anyone have any right or interest may appear before this Hon'ble Court on 22.03.2025 at 11 am. Take notice that in default of your appearance on the date before mentioned the petition will be heard and determined ex-parte 18.02.2025. xyxy=(968,99,1114,148)
notice-court: IN THE COURT OF THE ADDITIONAL SENIOR CIVIL JUDGE AND JMFC AT MAGADI xyxy=(174,405,308,421)
notice-signature: By order of the court Assistant Commissioner, Bangalore South Sub Division, Bangalore. xyxy=(808,515,954,529)
notice-body: Whereas, the petitioners named above have filed the above Petition seeking to direct the Tahsildar Hoskote to register the death of the father of the petitioners late SMT. Aisha Bee, who died on 14.10.2011. Whereas the petitioner has filed the above petition and it is posted on 23.04.2025 at 11.00 AM, for the appearance of interested parties. Given under my hand and seal of the Hon'ble Court on this day of 06/03/2025 at Hoskote. xyxy=(1128,78,1275,134)
notice-court: IN THE COURT OF THE ADDITIONAL SENIOR CIVIL JUDGE AND JMFC AT MAGADI xyxy=(334,572,468,588)
public-notice-title: PUBLIC NOTICE xyxy=(1128,796,1275,809)
legal-notice xyxy=(1124,324,1279,527)
notice-signature: THE ASSISTANT REGISTRAR OF CHITS THIRD ZONE, MALLESHWARAM, BENGALURU. xyxy=(808,904,954,918)
notice-signature: By Order of the Court, Sheristedar, Civil Judge and JMFC, Hoskote. ADVOCATE FOR PETITIONER KAVYA. Advocate, Old M.V Extension, Behind Court, Hoskote town. xyxy=(1128,134,1275,162)
column-8 xyxy=(1124,28,1281,1994)
notice-body: Sri Narayanappa, S/o Late Venkatappa, Aged about 60 years, R/at No.17, Muneshwara Nagar, Bangalore. Whereas, the above named plaintiff have instituted the suit against you for recovery of money. You are hereby summoned to appear before this court in person or through advocate on 29.03.2025 at 11.00 AM before the Hon'ble City Civil and Sessions Judge. If you fail to appear the matter will be heard and decided in your absence. xyxy=(328,178,474,234)
notice-signature: By Order of the Court, Sheristedar, Civil Judge & JMFC, Magadi. M/s. NATARAJA .C, Advocate. Sri Devi Complex, N.H. Road, Magadi Town, Magadi-562120. xyxy=(168,658,314,679)
notice-parties: Plaintiffs: 1. MEHTER UN NISAR Aged 78 years. S/o Late Mehboob Sharif. 2. MEHTER M. AZAM, Aged 74 years, s/o late Azam, both are residing at No.291, P Kalinga Rao Road, Sampangiramanagar, Bangalore-27. ...Plaintiffs. Defendant: Mr. SHAROQ SHARIF, Aged 27 years, S/o Mr. Pairoz Sharif, Residing at No.106, Shambhu Palya, Kalasipalayam, Bangalore-560 002. Mobile No.7666252582 xyxy=(1128,358,1275,414)
kannada-notice xyxy=(964,550,1118,584)
notice-body: Whereas the Plaintiffs above named have filed the above suit against you for Eviction. The Plaintiffs case stands posted to 26.03.2025 for you to appear before this court on 26.03.2025 at 11 A.M, failing which the case will be decided in your absence. xyxy=(1128,423,1275,458)
notice-court: IN THE COURT OF THE DEPUTY COMMISSIONER BENGALURU URBAN DISTRICT AT BENGALURU xyxy=(488,573,634,589)
notice-heading: NOTICE TO RESPONDENT No. 2 to 12 xyxy=(830,423,932,430)
registration-dot xyxy=(1089,2004,1099,2014)
notice-body: M/s. NETHAJI GRAMABHIVRIDHI MATHU SWAYAM, Udyoga Sandesthi Samsthe, 1st Cross, Subbanna Garden, Vijayanagar, Bangalore-560040. Whereas the above Claim Petition is filed by the Petitioner against you and "TATA AIG GENERAL INSURANCE COMPANY LIMITED", for seeking compensation for a sum of Rs.20,00,000/- on account of injuries sustained by the Petitioner in the Road Traffic Accident occurred on 08.09.2024 at about 9.00 A.M. You are hereby summoned to appear before this Hon'ble court on 28.04.2025 at 11.00 A.M. Given under my hand and seal of the court on 27.02.2025. xyxy=(648,277,794,361)
notice-heading: PAPER PUBLICATION xyxy=(51,260,111,267)
affidavit-body: I, M Sugumar S/o Late K Muniswamy, presently residing at #10, 2nd Main, 60 Feet Road, Bodhavanagar, SBM Colony, Mathikere, Bengaluru-560 054, Karnataka solemnly affirm and states on oath as follows. I Married to Smt Madhavi D/o B Madhusudan Rao, Plot No 406, 4th floor, NVSD Apartment, Madhuranagar, Ncampet, Hyderabad on 15th January 2023 as per Hindu Rites at Aarya Samaj, Yellamma Temple, Balkampet, Hyderabad - 500015. It is further states that her name after marriage is MADHAVI SUGUMAR. Sd/- M Sugumar (Deponent) Sworn to before me. Sd/- A.C. Subbu Swamy, B.Com LL.B F.S.A.A(Ind.), Advocate & Notary Public, #344, 4th Cross, 6th Main Road, K.S.Layout, 2nd Stage, Bangalore - 78, Date : 06.01.2025 Place: Bangalore. xyxy=(488,178,634,388)
column-7 xyxy=(964,28,1121,1994)
public-notice-title: PUBLIC NOTICE xyxy=(808,179,954,193)
masthead-section: ಜಾಹೀರಾತು xyxy=(616,2,673,20)
notice-heading: NOTICE TO OPPONENT NO.01, 05 AND 07 THROUGH PAPER PUBLICATION xyxy=(810,826,952,840)
registration-dot xyxy=(216,2004,226,2014)
public-notice-signature: Sd/- Karthik. N Advocate, Rrat No.186/4, Sampangi, Bommanahalla Post, Jigani Hobli, Anekal Taluk, Bangalore-560083. Mob: 9620622452 xyxy=(1128,952,1275,973)
notice-heading: PAPER PUBLICATION xyxy=(851,91,911,98)
affidavit xyxy=(484,158,638,392)
public-notice-body: This is to inform the General Public that my client M. Rukmini, aged about 60 years, residing at No.7, 4th Cross, Sanjeevininagar, Mudalpalya, Bengaluru-560 072, who are the present owner of below mentioned the property and they were having original Sale Deed dated 16.11.2002, Vide Document No.16746/2002-2003 before Sub-Registrar, Bengaluru North Taluk, and another Sale Deed dated 21.12.2001, Vide Document No.14373/2001-2002, before Sub-Registrar, Bengaluru North Taluk, and original Rectification Deed dated 15.01.2002, Document No.15893/2001-02. The original documents has been lost while travelling by bus and lodged a Police complaint dated 24.02.2025. If anyone found the aforesaid the original documents, kindly contact within 7 days from the date of this publication at the office addressed given below:- xyxy=(808,195,954,342)
notice-parties: BETWEEN: ABDUL GAFOOR ...PETITIONER AND : RAVIRAJ SHETTY & ANOTHER ...RESPONDENTS xyxy=(488,422,634,436)
notice-parties: BETWEEN: 1) SYED ALTAF S/o Late Syed Abdul Khayum, aged about 45 years; 2) SRI. SYED AYAB S/o Late Syed Abdul Khayum, aged about 50 years; 3) SRI. SYED AYUB S/o Late Syed Abdul Khayum; 4) SRI. SYED AZAM S/o Late Syed Abdul Khayum, All are R/at No.681, 3rd Floor, 7th Main, Chikkamangala, Bengaluru. ...Petitioners. AND :The Tashildhar, Anekal Taluk. ...Respondent. xyxy=(168,254,314,310)
case-number: C.Misc. No. 398/2024 xyxy=(1170,46,1233,54)
registration-dot xyxy=(646,2004,656,2014)
notice-body: RAVIRAJ SHETTY C/o. Jayasree Shetty, A Kumbar Street, Ninaipaya Theatre, Honshahi Post & Hobli Kundapura Taluk, Ramanagara Dist. Channapatna 562112. Owner of Scooter Regd. No. KA-42-EC-0950. Whereas the above Claim Petition is filed by the Petitioner against you and "NEW INDIA ASSURANCE COMPANY LIMITED" for seeking compensation for a sum of Rs.15,00,000/- on account of injuries sustained by the Petitioner in the accident occurred on 04.08.2023 at about 10.30 A.M. You are hereby summoned to appear before this Hon'ble court in person or by pleader duly instructed on 24.04.2025 at 11.00 A.M to answer the claim petition. Given under my hand and seal of the court on 27.02.2025. xyxy=(488,445,634,536)
case-number: R.A. 88/2016 xyxy=(862,399,900,407)
case-number: RA(A) No.116/2024 xyxy=(1012,613,1070,621)
legal-notice xyxy=(164,227,318,400)
